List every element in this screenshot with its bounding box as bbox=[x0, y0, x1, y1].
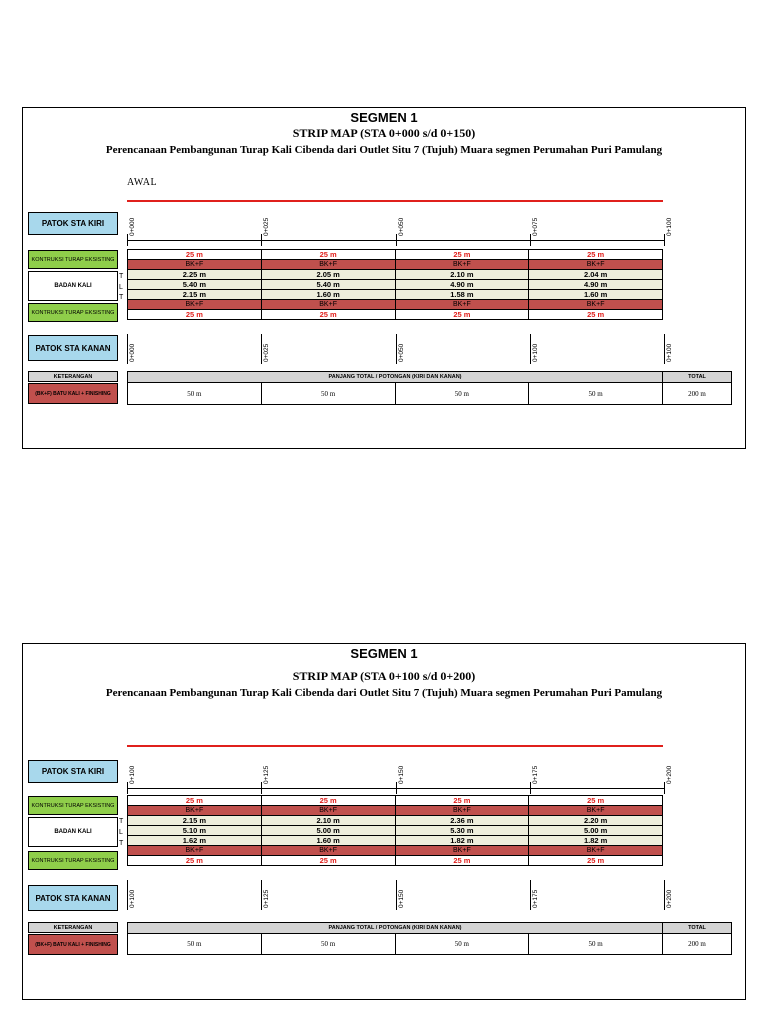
sta-kiri-tick bbox=[664, 234, 665, 246]
sta-kiri-axis bbox=[127, 756, 673, 796]
sta-kanan-tick bbox=[396, 880, 397, 910]
grid-cell: BK+F bbox=[262, 300, 396, 309]
l-letter: L bbox=[119, 829, 123, 836]
bottom-length-row bbox=[127, 855, 663, 866]
panjang-value: 50 m bbox=[529, 933, 663, 955]
sta-kanan-label: 0+100 bbox=[666, 343, 673, 362]
grid-cell: 25 m bbox=[587, 856, 605, 865]
sta-kiri-label: 0+025 bbox=[263, 217, 270, 236]
sta-kanan-tick bbox=[261, 880, 262, 910]
grid-cell: 25 m bbox=[128, 250, 262, 259]
sta-kanan-tick bbox=[261, 334, 262, 364]
grid-cell: 5.00 m bbox=[262, 826, 396, 835]
grid-cell: 1.82 m bbox=[396, 836, 530, 845]
konstruksi-turap-bottom-label: KONTRUKSI TURAP EKSISTING bbox=[28, 851, 118, 870]
panjang-header: PANJANG TOTAL / POTONGAN (KIRI DAN KANAN) bbox=[127, 922, 663, 934]
grid-cell: BK+F bbox=[396, 300, 530, 309]
sta-kanan-label: 0+100 bbox=[129, 889, 136, 908]
river-red-line bbox=[127, 200, 663, 202]
grid-cell: 25 m bbox=[396, 310, 530, 319]
l-letter: L bbox=[119, 284, 123, 291]
sta-kiri-tick bbox=[127, 782, 128, 794]
sta-kanan-axis bbox=[127, 880, 673, 912]
sta-kiri-axis bbox=[127, 208, 673, 248]
l-row bbox=[127, 279, 663, 289]
sta-kanan-label: 0+150 bbox=[398, 889, 405, 908]
grid-cell: 4.90 m bbox=[529, 280, 662, 289]
grid-cell: 25 m bbox=[587, 250, 605, 259]
sta-kanan-tick bbox=[127, 880, 128, 910]
sta-kiri-tick bbox=[261, 234, 262, 246]
grid-cell: 2.15 m bbox=[128, 816, 262, 825]
sta-kiri-label: 0+100 bbox=[666, 217, 673, 236]
sta-kiri-label: 0+175 bbox=[532, 765, 539, 784]
grid-cell: 1.62 m bbox=[128, 836, 262, 845]
t-bottom-row bbox=[127, 835, 663, 845]
l-row bbox=[127, 825, 663, 835]
grid-cell: 2.10 m bbox=[262, 816, 396, 825]
grid-cell: 25 m bbox=[587, 796, 605, 805]
konstruksi-turap-bottom-label: KONTRUKSI TURAP EKSISTING bbox=[28, 303, 118, 322]
panjang-value: 50 m bbox=[127, 933, 262, 955]
panjang-value: 50 m bbox=[529, 382, 663, 405]
grid-cell: 5.00 m bbox=[529, 826, 662, 835]
sta-kiri-label: 0+050 bbox=[398, 217, 405, 236]
t-top-row bbox=[127, 269, 663, 279]
strip-grid bbox=[127, 249, 665, 320]
t-bottom-row bbox=[127, 289, 663, 299]
strip-map-title: STRIP MAP (STA 0+000 s/d 0+150) bbox=[292, 126, 476, 140]
panjang-value: 50 m bbox=[396, 933, 530, 955]
strip-map-panel-2 bbox=[22, 643, 746, 1000]
grid-cell: 2.15 m bbox=[128, 290, 262, 299]
grid-cell: BK+F bbox=[128, 846, 262, 855]
grid-cell: 25 m bbox=[396, 250, 530, 259]
sta-kanan-tick bbox=[127, 334, 128, 364]
grid-cell: 2.25 m bbox=[128, 270, 262, 279]
sta-kanan-label: 0+050 bbox=[398, 343, 405, 362]
patok-sta-kiri-label: PATOK STA KIRI bbox=[28, 760, 118, 783]
total-header: TOTAL bbox=[662, 371, 732, 383]
top-length-row bbox=[127, 795, 663, 805]
strip-map-panel-1 bbox=[22, 107, 746, 449]
grid-cell: 25 m bbox=[128, 310, 262, 319]
sta-kiri-label: 0+150 bbox=[398, 765, 405, 784]
bottom-length-row bbox=[127, 309, 663, 320]
grid-cell: 25 m bbox=[396, 796, 530, 805]
grid-cell: 2.10 m bbox=[396, 270, 530, 279]
sta-kanan-tick bbox=[664, 334, 665, 364]
grid-cell: BK+F bbox=[529, 260, 662, 269]
grid-cell: 25 m bbox=[262, 856, 396, 865]
grid-cell: BK+F bbox=[128, 806, 262, 815]
awal-label: AWAL bbox=[127, 177, 158, 188]
t-letter-top: T bbox=[119, 273, 124, 280]
grid-cell: 5.30 m bbox=[396, 826, 530, 835]
grid-cell: 5.40 m bbox=[128, 280, 262, 289]
grid-cell: 1.82 m bbox=[529, 836, 662, 845]
grid-cell: 25 m bbox=[128, 796, 262, 805]
sta-kiri-label: 0+200 bbox=[666, 765, 673, 784]
grid-cell: BK+F bbox=[529, 300, 662, 309]
sta-kiri-tick bbox=[261, 782, 262, 794]
top-length-row bbox=[127, 249, 663, 259]
t-letter-bottom: T bbox=[119, 840, 124, 847]
sta-kanan-tick bbox=[396, 334, 397, 364]
keterangan-header: KETERANGAN bbox=[28, 922, 118, 933]
sta-kiri-tick bbox=[396, 782, 397, 794]
grid-cell: BK+F bbox=[396, 260, 530, 269]
patok-sta-kanan-label: PATOK STA KANAN bbox=[28, 335, 118, 361]
grid-cell: 25 m bbox=[262, 310, 396, 319]
grid-cell: 4.90 m bbox=[396, 280, 530, 289]
bottom-bkf-row bbox=[127, 299, 663, 309]
panjang-value: 50 m bbox=[396, 382, 530, 405]
grid-cell: 5.10 m bbox=[128, 826, 262, 835]
badan-kali-label: BADAN KALI bbox=[28, 817, 118, 847]
grid-cell: BK+F bbox=[529, 846, 662, 855]
grid-cell: BK+F bbox=[262, 846, 396, 855]
sta-kanan-label: 0+200 bbox=[666, 889, 673, 908]
t-letter-top: T bbox=[119, 818, 124, 825]
legend-bkf: (BK+F) BATU KALI + FINISHING bbox=[28, 934, 118, 955]
sta-kiri-tick bbox=[664, 782, 665, 794]
t-top-row bbox=[127, 815, 663, 825]
grid-cell: BK+F bbox=[529, 806, 662, 815]
sta-kiri-label: 0+100 bbox=[129, 765, 136, 784]
segment-title: SEGMEN 1 bbox=[350, 646, 418, 661]
panjang-value: 50 m bbox=[262, 382, 396, 405]
panjang-value: 50 m bbox=[262, 933, 396, 955]
patok-sta-kiri-label: PATOK STA KIRI bbox=[28, 212, 118, 235]
grid-cell: 25 m bbox=[262, 250, 396, 259]
t-letter-bottom: T bbox=[119, 294, 124, 301]
grid-cell: BK+F bbox=[128, 260, 262, 269]
total-value: 200 m bbox=[662, 933, 732, 955]
sta-kiri-tick bbox=[530, 782, 531, 794]
sta-kanan-label: 0+100 bbox=[532, 343, 539, 362]
sta-kiri-label: 0+000 bbox=[129, 217, 136, 236]
sta-kanan-label: 0+000 bbox=[129, 343, 136, 362]
top-bkf-row bbox=[127, 259, 663, 269]
grid-cell: BK+F bbox=[396, 846, 530, 855]
grid-cell: 2.36 m bbox=[396, 816, 530, 825]
panjang-values bbox=[127, 382, 663, 405]
grid-cell: 2.20 m bbox=[529, 816, 662, 825]
badan-kali-label: BADAN KALI bbox=[28, 271, 118, 301]
grid-cell: 1.60 m bbox=[262, 836, 396, 845]
sta-kiri-tick bbox=[396, 234, 397, 246]
sta-kanan-tick bbox=[664, 880, 665, 910]
panjang-value: 50 m bbox=[127, 382, 262, 405]
project-subtitle: Perencanaan Pembangunan Turap Kali Cibenda dari Outlet Situ 7 (Tujuh) Muara segmen Perumahan Puri Pamulang bbox=[105, 687, 663, 699]
grid-cell: BK+F bbox=[262, 806, 396, 815]
bottom-bkf-row bbox=[127, 845, 663, 855]
strip-map-title: STRIP MAP (STA 0+100 s/d 0+200) bbox=[292, 669, 476, 683]
river-red-line bbox=[127, 745, 663, 747]
panjang-values bbox=[127, 933, 663, 955]
grid-cell: 25 m bbox=[396, 856, 530, 865]
grid-cell: 2.05 m bbox=[262, 270, 396, 279]
sta-kiri-tick bbox=[127, 234, 128, 246]
grid-cell: 2.04 m bbox=[529, 270, 662, 279]
sta-kanan-label: 0+125 bbox=[263, 889, 270, 908]
sta-kiri-label: 0+075 bbox=[532, 217, 539, 236]
sta-kiri-tick bbox=[530, 234, 531, 246]
grid-cell: BK+F bbox=[128, 300, 262, 309]
konstruksi-turap-top-label: KONTRUKSI TURAP EKSISTING bbox=[28, 796, 118, 815]
grid-cell: BK+F bbox=[262, 260, 396, 269]
patok-sta-kanan-label: PATOK STA KANAN bbox=[28, 885, 118, 911]
total-value: 200 m bbox=[662, 382, 732, 405]
panjang-header: PANJANG TOTAL / POTONGAN (KIRI DAN KANAN) bbox=[127, 371, 663, 383]
sta-kiri-label: 0+125 bbox=[263, 765, 270, 784]
grid-cell: 25 m bbox=[128, 856, 262, 865]
strip-grid bbox=[127, 795, 665, 866]
konstruksi-turap-top-label: KONTRUKSI TURAP EKSISTING bbox=[28, 250, 118, 269]
project-subtitle: Perencanaan Pembangunan Turap Kali Cibenda dari Outlet Situ 7 (Tujuh) Muara segmen Perumahan Puri Pamulang bbox=[105, 144, 663, 156]
grid-cell: BK+F bbox=[396, 806, 530, 815]
legend-bkf: (BK+F) BATU KALI + FINISHING bbox=[28, 383, 118, 404]
grid-cell: 5.40 m bbox=[262, 280, 396, 289]
sta-kanan-tick bbox=[530, 334, 531, 364]
grid-cell: 1.60 m bbox=[262, 290, 396, 299]
sta-kanan-label: 0+175 bbox=[532, 889, 539, 908]
grid-cell: 25 m bbox=[262, 796, 396, 805]
sta-kanan-tick bbox=[530, 880, 531, 910]
keterangan-header: KETERANGAN bbox=[28, 371, 118, 382]
grid-cell: 1.60 m bbox=[529, 290, 662, 299]
total-header: TOTAL bbox=[662, 922, 732, 934]
sta-kanan-axis bbox=[127, 334, 673, 366]
top-bkf-row bbox=[127, 805, 663, 815]
grid-cell: 25 m bbox=[587, 310, 605, 319]
segment-title: SEGMEN 1 bbox=[350, 110, 418, 125]
grid-cell: 1.58 m bbox=[396, 290, 530, 299]
sta-kanan-label: 0+025 bbox=[263, 343, 270, 362]
